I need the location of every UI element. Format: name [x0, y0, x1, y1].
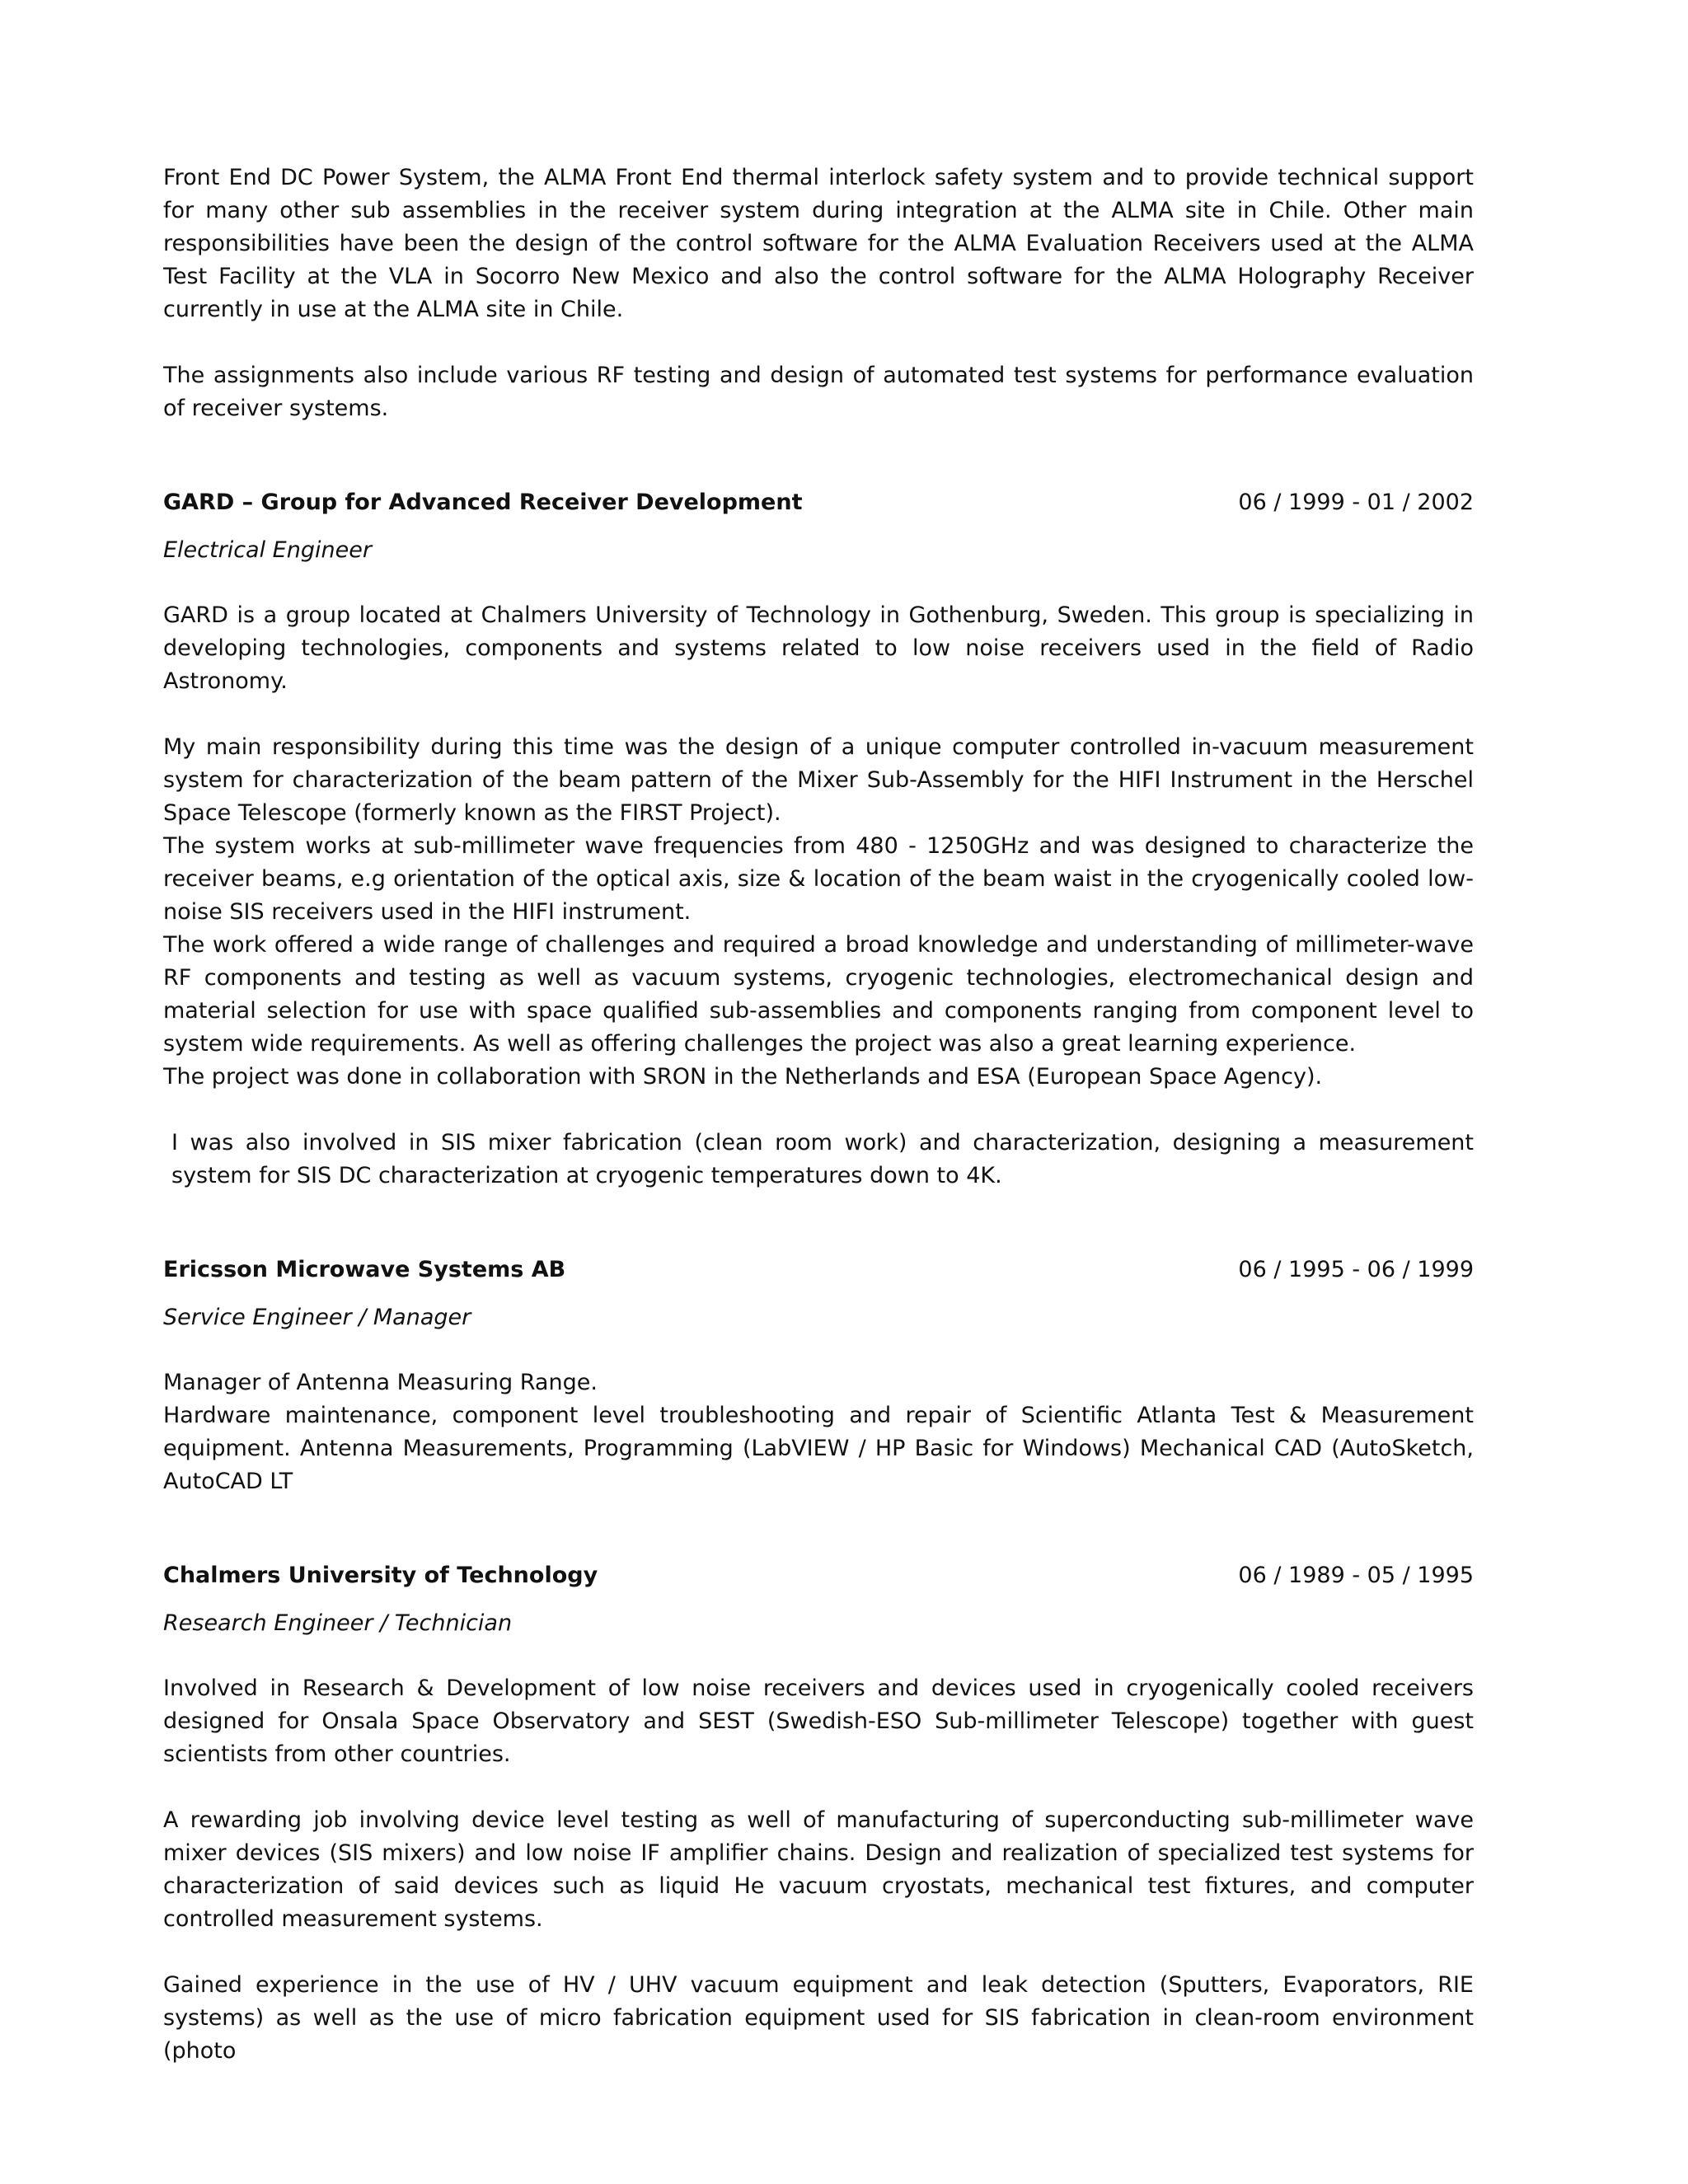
- employer-name: Ericsson Microwave Systems AB: [163, 1257, 566, 1282]
- intro-paragraph: The assignments also include various RF testing and design of automated test systems for performance evaluation of receiver systems.: [163, 363, 1474, 421]
- job-description: The system works at sub-millimeter wave frequencies from 480 - 1250GHz and was designed to characterize the receiver beams, e.g orientation of the optical axis, size & location of the beam waist in the cryogenically cooled low-noise SIS receivers used in the HIFI instrument.: [163, 833, 1474, 925]
- job-description: Gained experience in the use of HV / UHV vacuum equipment and leak detection (Sputters, Evaporators, RIE systems) as well as the use of micro fabrication equipment used for SIS fabrication in clean-room environment (photo: [163, 1972, 1474, 2064]
- job-description: My main responsibility during this time was the design of a unique computer controlled in-vacuum measurement system for characterization of the beam pattern of the Mixer Sub-Assembly for the HIFI Instrument in the Herschel Space Telescope (formerly known as the FIRST Project).: [163, 734, 1474, 826]
- job-title: Service Engineer / Manager: [163, 1305, 471, 1330]
- job-dates: 06 / 1999 - 01 / 2002: [1238, 490, 1474, 515]
- job-section-chalmers: [163, 1559, 1474, 2068]
- intro-paragraph: Front End DC Power System, the ALMA Front End thermal interlock safety system and to provide technical support for many other sub assemblies in the receiver system during integration at the ALMA site in Chile. Other main responsibilities have been the design of the control software for the ALMA Evaluation Receivers used at the ALMA Test Facility at the VLA in Socorro New Mexico and also the control software for the ALMA Holography Receiver currently in use at the ALMA site in Chile.: [163, 165, 1474, 322]
- job-header: [163, 1254, 1474, 1286]
- job-title: Electrical Engineer: [163, 537, 372, 563]
- job-description: The work offered a wide range of challenges and required a broad knowledge and understanding of millimeter-wave RF components and testing as well as vacuum systems, cryogenic technologies, electromechanical design and material selection for use with space qualified sub-assemblies and components ranging from component level to system wide requirements. As well as offering challenges the project was also a great learning experience.: [163, 932, 1474, 1057]
- job-section-ericsson: [163, 1254, 1474, 1498]
- job-dates: 06 / 1995 - 06 / 1999: [1238, 1257, 1474, 1282]
- job-description: The project was done in collaboration with SRON in the Netherlands and ESA (European Space Agency).: [163, 1064, 1323, 1090]
- job-description: Involved in Research & Development of low noise receivers and devices used in cryogenically cooled receivers designed for Onsala Space Observatory and SEST (Swedish-ESO Sub-millimeter Telescope) together with guest scientists from other countries.: [163, 1675, 1474, 1767]
- job-description: Hardware maintenance, component level troubleshooting and repair of Scientific Atlanta Test & Measurement equipment. Antenna Measurements, Programming (LabVIEW / HP Basic for Windows) Mechanical CAD (AutoSketch, AutoCAD LT: [163, 1403, 1474, 1494]
- resume-page: [163, 162, 1474, 2068]
- employer-name: GARD – Group for Advanced Receiver Development: [163, 490, 803, 515]
- job-description: Manager of Antenna Measuring Range.: [163, 1370, 598, 1395]
- job-description: I was also involved in SIS mixer fabrication (clean room work) and characterization, designing a measurement system for SIS DC characterization at cryogenic temperatures down to 4K.: [171, 1130, 1474, 1188]
- job-header: [163, 486, 1474, 519]
- job-description: A rewarding job involving device level testing as well of manufacturing of superconducting sub-millimeter wave mixer devices (SIS mixers) and low noise IF amplifier chains. Design and realization of specialized test systems for characterization of said devices such as liquid He vacuum cryostats, mechanical test fixtures, and computer controlled measurement systems.: [163, 1807, 1474, 1932]
- job-description: GARD is a group located at Chalmers University of Technology in Gothenburg, Sweden. This group is specializing in developing technologies, components and systems related to low noise receivers used in the field of Radio Astronomy.: [163, 602, 1474, 694]
- job-title: Research Engineer / Technician: [163, 1610, 513, 1636]
- job-section-gard: [163, 486, 1474, 1193]
- job-header: [163, 1559, 1474, 1592]
- job-dates: 06 / 1989 - 05 / 1995: [1238, 1563, 1474, 1588]
- employer-name: Chalmers University of Technology: [163, 1563, 598, 1588]
